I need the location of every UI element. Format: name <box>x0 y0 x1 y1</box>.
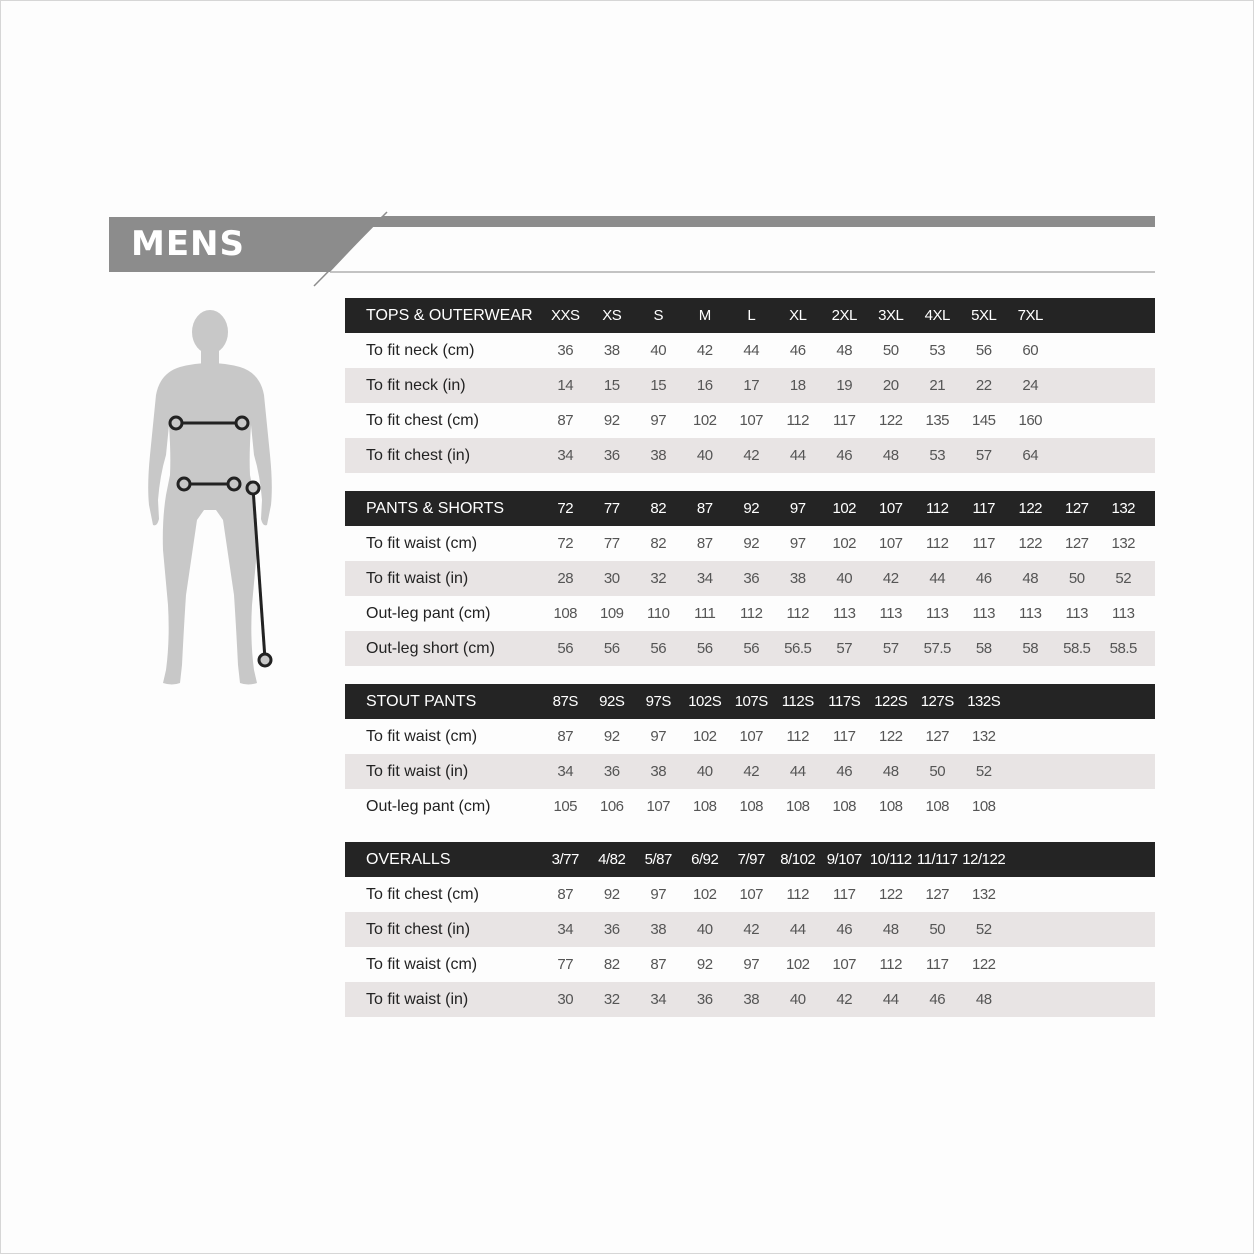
measurement-row <box>345 947 1155 982</box>
measurement-value: 87 <box>557 728 574 745</box>
measurement-value: 34 <box>557 447 574 464</box>
measurement-value: 15 <box>603 377 620 394</box>
measurement-value: 108 <box>553 605 578 622</box>
section-title: OVERALLS <box>366 850 451 868</box>
measurement-value: 107 <box>739 728 764 745</box>
measurement-value: 36 <box>743 570 760 587</box>
size-header-cell: 127S <box>920 693 954 710</box>
measurement-value: 46 <box>975 570 992 587</box>
measurement-value: 53 <box>929 447 946 464</box>
measurement-value: 44 <box>882 991 899 1008</box>
measurement-value: 108 <box>878 798 903 815</box>
measurement-value: 117 <box>833 728 856 745</box>
measurement-label: To fit chest (in) <box>366 920 471 938</box>
measurement-value: 24 <box>1022 377 1039 394</box>
measurement-value: 87 <box>557 886 574 903</box>
size-header-cell: XL <box>789 307 807 324</box>
measurement-value: 127 <box>925 886 950 903</box>
measurement-value: 82 <box>603 956 620 973</box>
size-header-cell: 102 <box>832 500 857 517</box>
measurement-row <box>345 912 1155 947</box>
measurement-value: 97 <box>789 535 806 552</box>
measurement-value: 42 <box>836 991 853 1008</box>
measurement-value: 56 <box>650 640 667 657</box>
measurement-value: 34 <box>557 763 574 780</box>
measurement-value: 36 <box>603 447 620 464</box>
measurement-value: 132 <box>971 886 996 903</box>
measurement-value: 92 <box>603 728 620 745</box>
measurement-value: 42 <box>882 570 899 587</box>
measurement-value: 44 <box>743 342 760 359</box>
measurement-value: 46 <box>836 921 853 938</box>
measurement-value: 30 <box>603 570 620 587</box>
measurement-value: 97 <box>650 886 667 903</box>
measurement-value: 112 <box>786 605 809 622</box>
measurement-row <box>345 368 1155 403</box>
measurement-value: 108 <box>739 798 764 815</box>
size-header-cell: 122 <box>1018 500 1043 517</box>
measurement-value: 108 <box>832 798 857 815</box>
section-header-row <box>345 684 1155 719</box>
measurement-value: 132 <box>1111 535 1136 552</box>
measurement-label: To fit waist (in) <box>366 990 469 1008</box>
measurement-value: 92 <box>603 412 620 429</box>
measurement-value: 92 <box>603 886 620 903</box>
measurement-value: 102 <box>785 956 810 973</box>
measurement-value: 102 <box>692 728 717 745</box>
measurement-value: 112 <box>926 535 949 552</box>
measurement-value: 34 <box>557 921 574 938</box>
size-header-cell: 2XL <box>831 307 857 324</box>
male-silhouette-icon <box>130 305 290 695</box>
size-header-cell: 112S <box>781 693 814 710</box>
measurement-value: 56 <box>603 640 620 657</box>
measurement-value: 122 <box>1018 535 1043 552</box>
size-header-cell: 10/112 <box>869 851 912 868</box>
measurement-value: 46 <box>929 991 946 1008</box>
measurement-value: 108 <box>971 798 996 815</box>
measurement-value: 60 <box>1022 342 1039 359</box>
size-header-cell: 4/82 <box>598 851 626 868</box>
measurement-label: To fit neck (in) <box>366 376 466 394</box>
measurement-value: 38 <box>743 991 760 1008</box>
measurement-value: 106 <box>599 798 624 815</box>
measurement-value: 50 <box>882 342 899 359</box>
section-header-row <box>345 298 1155 333</box>
measurement-value: 40 <box>696 763 713 780</box>
measurement-value: 64 <box>1022 447 1039 464</box>
size-header-cell: M <box>698 307 711 324</box>
measurement-value: 117 <box>833 886 856 903</box>
size-header-cell: 132S <box>967 693 1001 710</box>
size-header-cell: 11/117 <box>916 851 958 868</box>
measurement-value: 52 <box>975 763 992 780</box>
measurement-value: 36 <box>603 921 620 938</box>
size-header-cell: 6/92 <box>691 851 719 868</box>
measurement-row <box>345 438 1155 473</box>
measurement-value: 127 <box>925 728 950 745</box>
size-header-cell: 112 <box>926 500 949 517</box>
size-header-cell: 7XL <box>1017 307 1043 324</box>
title-banner <box>0 0 1254 300</box>
measurement-value: 110 <box>647 605 670 622</box>
measurement-value: 113 <box>879 605 902 622</box>
measurement-value: 30 <box>557 991 574 1008</box>
measurement-value: 16 <box>696 377 713 394</box>
measurement-label: To fit neck (cm) <box>366 341 475 359</box>
measurement-value: 108 <box>785 798 810 815</box>
measurement-value: 48 <box>882 921 899 938</box>
size-header-cell: 12/122 <box>962 851 1006 868</box>
section-overalls <box>345 842 1155 1017</box>
measurement-value: 112 <box>740 605 763 622</box>
measurement-value: 50 <box>1068 570 1085 587</box>
measurement-label: To fit waist (in) <box>366 569 469 587</box>
measurement-row <box>345 561 1155 596</box>
measurement-value: 38 <box>789 570 806 587</box>
size-header-cell: 127 <box>1064 500 1089 517</box>
size-header-cell: 97 <box>789 500 806 517</box>
measurement-value: 111 <box>694 605 716 622</box>
measurement-value: 58 <box>1022 640 1039 657</box>
measurement-value: 113 <box>833 605 856 622</box>
measurement-value: 113 <box>926 605 949 622</box>
section-pants-shorts <box>345 491 1155 666</box>
measurement-value: 107 <box>739 886 764 903</box>
measurement-label: To fit waist (cm) <box>366 534 478 552</box>
measurement-value: 122 <box>971 956 996 973</box>
measurement-value: 102 <box>692 886 717 903</box>
size-header-cell: 92S <box>599 693 625 710</box>
measurement-value: 117 <box>972 535 995 552</box>
measurement-value: 40 <box>650 342 667 359</box>
section-stout-pants <box>345 684 1155 824</box>
measurement-row <box>345 596 1155 631</box>
measurement-value: 48 <box>882 763 899 780</box>
size-header-cell: 87 <box>696 500 713 517</box>
measurement-value: 50 <box>929 763 946 780</box>
measurement-value: 38 <box>650 447 667 464</box>
measurement-value: 34 <box>696 570 713 587</box>
measurement-value: 77 <box>603 535 620 552</box>
measurement-label: To fit waist (cm) <box>366 727 478 745</box>
measurement-value: 56 <box>557 640 574 657</box>
measurement-value: 48 <box>836 342 853 359</box>
measurement-value: 112 <box>786 728 809 745</box>
measurement-value: 102 <box>692 412 717 429</box>
measurement-value: 58.5 <box>1063 640 1091 657</box>
size-chart <box>345 298 1155 1035</box>
measurement-value: 46 <box>789 342 806 359</box>
measurement-value: 113 <box>1112 605 1135 622</box>
measurement-value: 44 <box>789 447 806 464</box>
measurement-value: 112 <box>786 412 809 429</box>
measurement-value: 160 <box>1018 412 1043 429</box>
measurement-value: 56.5 <box>784 640 812 657</box>
measurement-value: 48 <box>882 447 899 464</box>
measurement-value: 92 <box>696 956 713 973</box>
measurement-value: 28 <box>557 570 574 587</box>
measurement-value: 107 <box>832 956 857 973</box>
measurement-label: To fit chest (in) <box>366 446 471 464</box>
size-header-cell: 107 <box>878 500 903 517</box>
size-header-cell: XS <box>602 307 622 324</box>
measurement-value: 107 <box>878 535 903 552</box>
measurement-row <box>345 526 1155 561</box>
measurement-value: 32 <box>603 991 620 1008</box>
measurement-value: 46 <box>836 447 853 464</box>
measurement-value: 44 <box>789 763 806 780</box>
size-header-cell: 8/102 <box>780 851 816 868</box>
measurement-value: 109 <box>599 605 624 622</box>
measurement-value: 15 <box>650 377 667 394</box>
measurement-value: 56 <box>743 640 760 657</box>
measurement-value: 38 <box>650 921 667 938</box>
measurement-row <box>345 877 1155 912</box>
measurement-value: 117 <box>833 412 856 429</box>
measurement-value: 36 <box>603 763 620 780</box>
measurement-value: 107 <box>739 412 764 429</box>
measurement-value: 40 <box>696 921 713 938</box>
measurement-value: 87 <box>557 412 574 429</box>
size-header-cell: XXS <box>550 307 580 324</box>
measurement-value: 42 <box>743 447 760 464</box>
measurement-label: To fit chest (cm) <box>366 411 479 429</box>
measurement-value: 42 <box>696 342 713 359</box>
measurement-row <box>345 719 1155 754</box>
measurement-value: 38 <box>603 342 620 359</box>
measurement-value: 117 <box>926 956 949 973</box>
size-header-cell: 82 <box>650 500 667 517</box>
measurement-value: 44 <box>929 570 946 587</box>
measurement-value: 92 <box>743 535 760 552</box>
measurement-value: 97 <box>650 412 667 429</box>
measurement-value: 58 <box>975 640 992 657</box>
measurement-value: 112 <box>786 886 809 903</box>
section-header-row <box>345 842 1155 877</box>
measurement-value: 48 <box>975 991 992 1008</box>
measurement-value: 57 <box>836 640 853 657</box>
measurement-value: 132 <box>971 728 996 745</box>
measurement-value: 82 <box>650 535 667 552</box>
measurement-label: Out-leg pant (cm) <box>366 797 491 815</box>
size-header-cell: 102S <box>688 693 722 710</box>
page-title: MENS <box>131 224 246 264</box>
measurement-value: 87 <box>650 956 667 973</box>
size-header-cell: 92 <box>743 500 760 517</box>
measurement-value: 87 <box>696 535 713 552</box>
measurement-value: 77 <box>557 956 574 973</box>
measurement-value: 97 <box>743 956 760 973</box>
measurement-label: To fit chest (cm) <box>366 885 479 903</box>
measurement-value: 38 <box>650 763 667 780</box>
size-header-cell: 9/107 <box>826 851 862 868</box>
measurement-value: 112 <box>879 956 902 973</box>
measurement-value: 72 <box>557 535 574 552</box>
size-header-cell: 117S <box>828 693 861 710</box>
section-title: TOPS & OUTERWEAR <box>366 306 533 324</box>
size-header-cell: 77 <box>603 500 620 517</box>
measurement-row <box>345 631 1155 666</box>
measurement-value: 36 <box>557 342 574 359</box>
measurement-row <box>345 789 1155 824</box>
measurement-value: 34 <box>650 991 667 1008</box>
measurement-value: 56 <box>696 640 713 657</box>
section-title: PANTS & SHORTS <box>366 499 505 517</box>
measurement-value: 36 <box>696 991 713 1008</box>
size-header-cell: 97S <box>645 693 671 710</box>
measurement-value: 58.5 <box>1109 640 1137 657</box>
size-header-cell: S <box>653 307 663 324</box>
size-header-cell: 132 <box>1111 500 1136 517</box>
size-header-cell: 87S <box>552 693 578 710</box>
section-tops-outerwear <box>345 298 1155 473</box>
measurement-value: 20 <box>882 377 899 394</box>
measurement-value: 21 <box>929 377 946 394</box>
size-header-cell: 3/77 <box>551 851 579 868</box>
measurement-value: 135 <box>925 412 950 429</box>
measurement-value: 46 <box>836 763 853 780</box>
measurement-value: 40 <box>836 570 853 587</box>
measurement-value: 127 <box>1064 535 1089 552</box>
measurement-row <box>345 982 1155 1017</box>
measurement-value: 40 <box>696 447 713 464</box>
size-header-cell: 5/87 <box>644 851 672 868</box>
measurement-value: 17 <box>743 377 760 394</box>
measurement-value: 40 <box>789 991 806 1008</box>
measurement-value: 113 <box>1019 605 1042 622</box>
measurement-value: 52 <box>1115 570 1132 587</box>
measurement-value: 18 <box>789 377 806 394</box>
size-header-cell: 72 <box>557 500 574 517</box>
measurement-value: 122 <box>878 886 903 903</box>
measurement-value: 32 <box>650 570 667 587</box>
measurement-row <box>345 333 1155 368</box>
size-header-cell: 122S <box>874 693 908 710</box>
size-header-cell: L <box>747 307 756 324</box>
measurement-value: 19 <box>836 377 853 394</box>
measurement-row <box>345 403 1155 438</box>
measurement-row <box>345 754 1155 789</box>
measurement-value: 107 <box>646 798 671 815</box>
measurement-value: 48 <box>1022 570 1039 587</box>
size-header-cell: 3XL <box>878 307 904 324</box>
measurement-value: 57.5 <box>923 640 951 657</box>
measurement-value: 52 <box>975 921 992 938</box>
size-header-cell: 7/97 <box>737 851 765 868</box>
size-header-cell: 5XL <box>971 307 997 324</box>
measurement-label: To fit waist (in) <box>366 762 469 780</box>
measurement-label: To fit waist (cm) <box>366 955 478 973</box>
measurement-value: 108 <box>692 798 717 815</box>
measurement-value: 97 <box>650 728 667 745</box>
measurement-value: 57 <box>975 447 992 464</box>
measurement-label: Out-leg pant (cm) <box>366 604 491 622</box>
measurement-value: 57 <box>882 640 899 657</box>
measurement-value: 56 <box>975 342 992 359</box>
measurement-value: 102 <box>832 535 857 552</box>
measurement-value: 122 <box>878 728 903 745</box>
measurement-value: 145 <box>971 412 996 429</box>
measurement-label: Out-leg short (cm) <box>366 639 495 657</box>
size-header-cell: 4XL <box>924 307 950 324</box>
measurement-value: 42 <box>743 921 760 938</box>
measurement-value: 122 <box>878 412 903 429</box>
measurement-value: 113 <box>972 605 995 622</box>
measurement-value: 105 <box>553 798 578 815</box>
section-title: STOUT PANTS <box>366 692 477 710</box>
measurement-value: 14 <box>557 377 574 394</box>
measurement-value: 53 <box>929 342 946 359</box>
measurement-value: 108 <box>925 798 950 815</box>
size-header-cell: 117 <box>972 500 995 517</box>
size-header-cell: 107S <box>734 693 768 710</box>
measurement-value: 44 <box>789 921 806 938</box>
measurement-value: 113 <box>1065 605 1088 622</box>
measurement-value: 22 <box>975 377 992 394</box>
measurement-value: 42 <box>743 763 760 780</box>
measurement-value: 50 <box>929 921 946 938</box>
section-header-row <box>345 491 1155 526</box>
